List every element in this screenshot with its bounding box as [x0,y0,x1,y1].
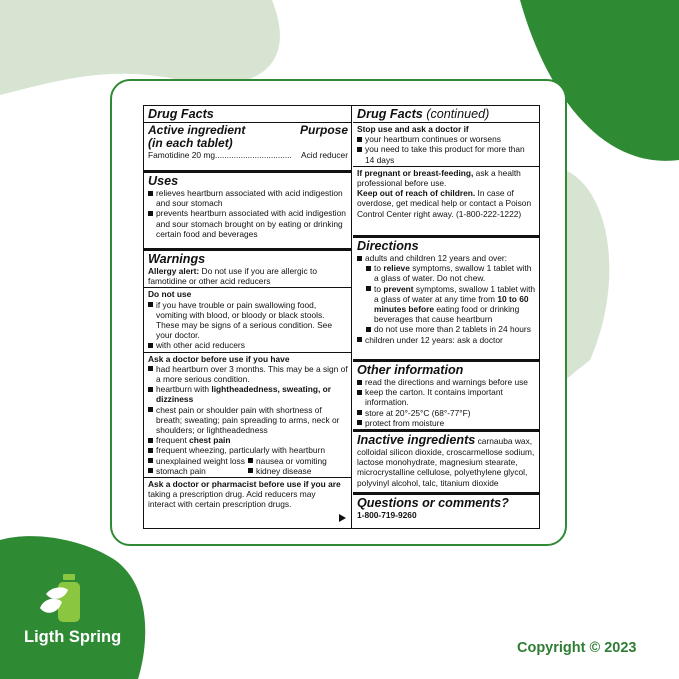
warnings-section [144,248,351,528]
right-blob-shape [565,170,609,380]
directions-subitem: do not use more than 2 tablets in 24 hours [366,324,536,334]
questions-section [353,492,539,528]
purpose-heading: Purpose [299,123,348,137]
other-information-section [353,359,539,429]
keep-out-text: In case of overdose, get medical help or contact a Poison Control Center right away. (1-800-222-1222) [357,188,532,219]
copyright-text: Copyright © 2023 [517,640,637,656]
inactive-ingredients-section [353,429,539,492]
ask-doctor-item: heartburn with lightheadedness, sweating, or dizziness [148,384,348,404]
ask-doctor-item: frequent chest pain [148,435,348,445]
uses-item: prevents heartburn associated with acid indigestion and sour stomach brought on by eating or drinking certain food and beverages [148,208,348,239]
inactive-ingredients-text: carnauba wax, colloidal silicon dioxide, croscarmellose sodium, lactose monohydrate, magnesium stearate, microcrystalline cellulose, polyethylene glycol, polyvinyl alcohol, talc, titanium dioxide [357,436,535,488]
ask-doctor-item: frequent wheezing, particularly with heartburn [148,445,348,455]
other-information-item: read the directions and warnings before use [357,377,536,387]
stop-use-section [353,106,539,235]
ask-doctor-item: kidney disease [248,466,348,476]
ask-doctor-item: had heartburn over 3 months. This may be a sign of a more serious condition. [148,364,348,384]
ask-doctor-item: nausea or vomiting [248,456,348,466]
drug-facts-title: Drug Facts [148,107,214,121]
warnings-heading: Warnings [148,252,206,266]
other-information-item: store at 20°-25°C (68°-77°F) [357,408,536,418]
do-not-use-item: if you have trouble or pain swallowing food, vomiting with blood, or bloody or black stools. These may be signs of a serious condition. See your doctor. [148,300,348,341]
other-information-item: keep the carton. It contains important information. [357,387,536,407]
allergy-alert-text: Do not use if you are allergic to famotidine or other acid reducers [148,266,317,287]
pregnant-label: If pregnant or breast-feeding, [357,167,474,178]
other-information-heading: Other information [357,363,464,377]
leaf-bottle-icon [38,572,84,626]
ingredient-purpose: Acid reducer [300,150,348,160]
stop-use-item: you need to take this product for more than 14 days [357,144,536,164]
active-ingredient-heading: Active ingredient [148,123,246,137]
left-column [144,106,352,528]
stop-use-heading: Stop use and ask a doctor if [357,124,469,134]
ask-doctor-item: stomach pain [148,466,248,476]
ask-pharmacist-text: taking a prescription drug. Acid reducers may interact with certain prescription drugs. [148,489,316,510]
do-not-use-heading: Do not use [148,289,192,300]
in-each-tablet-label: (in each tablet) [148,136,233,150]
other-information-item: protect from moisture [357,418,536,428]
keep-out-label: Keep out of reach of children. [357,188,476,199]
directions-item: children under 12 years: ask a doctor [357,335,536,345]
uses-heading: Uses [148,174,179,188]
phone-number: 1-800-719-9260 [357,510,417,520]
brand-name: Ligth Spring [24,628,122,646]
ingredient-line: Famotidine 20 mg................................. [148,150,292,160]
ask-doctor-item: unexplained weight loss [148,456,248,466]
pregnant-text: ask a health professional before use. [357,167,521,189]
continued-label: (continued) [426,107,490,121]
continue-arrow-icon [339,514,346,522]
uses-item: relieves heartburn associated with acid indigestion and sour stomach [148,188,348,208]
ask-pharmacist-heading: Ask a doctor or pharmacist before use if you are [148,479,341,490]
directions-heading: Directions [357,239,419,253]
do-not-use-item: with other acid reducers [148,340,348,350]
stop-use-item: your heartburn continues or worsens [357,134,536,144]
drug-facts-continued-title: Drug Facts [357,107,423,121]
directions-section [353,235,539,359]
ask-doctor-heading: Ask a doctor before use if you have [148,353,290,364]
directions-item: adults and children 12 years and over: [357,253,536,263]
directions-subitem: to relieve symptoms, swallow 1 tablet with a glass of water. Do not chew. [366,263,536,283]
right-column [353,106,539,528]
questions-heading: Questions or comments? [357,496,509,510]
drug-facts-panel [143,105,540,529]
allergy-alert-label: Allergy alert: [148,266,200,276]
uses-section [144,170,351,248]
active-ingredient-section [144,106,351,170]
directions-subitem: to prevent symptoms, swallow 1 tablet with a glass of water at any time from 10 to 60 minutes before eating food or drinking beverages that cause heartburn [366,284,536,325]
ask-doctor-item: chest pain or shoulder pain with shortness of breath; sweating; pain spreading to arms, neck or shoulders; or lightheadedness [148,405,348,436]
inactive-ingredients-heading: Inactive ingredients [357,433,476,447]
